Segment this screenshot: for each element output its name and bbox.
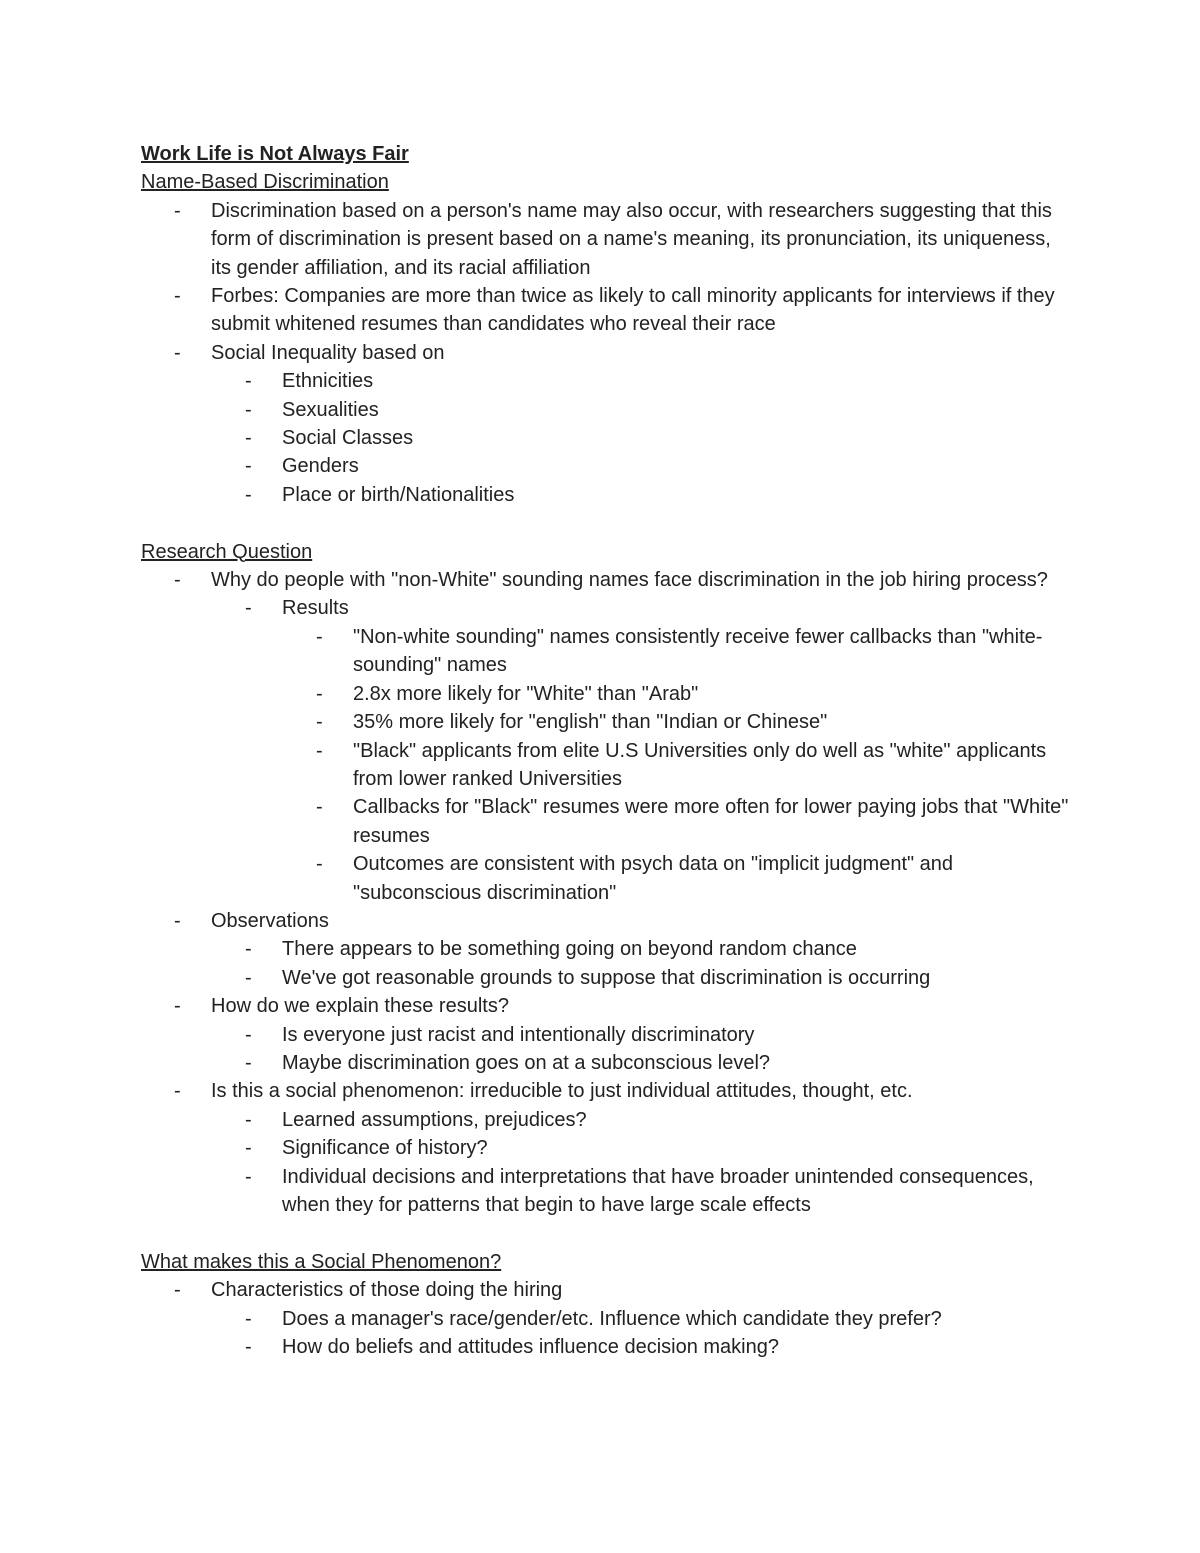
- list-item: [141, 850, 1071, 907]
- list-item-text: "Black" applicants from elite U.S Universities only do well as "white" applicants from lower ranked Universities: [353, 739, 1047, 790]
- list-item: [141, 907, 1071, 935]
- section-heading: What makes this a Social Phenomenon?: [141, 1250, 502, 1273]
- list-item: [141, 1049, 1071, 1077]
- list-item: [141, 339, 1071, 367]
- list-item: [141, 566, 1071, 594]
- list-item: [141, 1134, 1071, 1162]
- section-heading: Research Question: [141, 540, 313, 563]
- bullet-list: [141, 1276, 1071, 1304]
- document-body: [141, 168, 1071, 1361]
- list-item-text: Forbes: Companies are more than twice as likely to call minority applicants for interviews if they submit whitened resumes than candidates who reveal their race: [211, 285, 1055, 336]
- dash-bullet-marker: -: [316, 625, 323, 648]
- list-item: [141, 964, 1071, 992]
- dash-bullet-marker: -: [245, 1023, 252, 1046]
- bullet-list: [141, 1049, 1071, 1077]
- dash-bullet-marker: -: [174, 1279, 181, 1302]
- bullet-list: [141, 737, 1071, 794]
- list-item-text: Individual decisions and interpretations that have broader unintended consequences, when they for patterns that begin to have large scale effects: [282, 1165, 1034, 1217]
- bullet-list: [141, 680, 1071, 708]
- list-item-text: Maybe discrimination goes on at a subconscious level?: [282, 1051, 771, 1074]
- list-item-text: Social Inequality based on: [211, 341, 445, 364]
- section-spacer: [141, 509, 1071, 537]
- section-spacer: [141, 1219, 1071, 1247]
- bullet-list: [141, 1333, 1071, 1361]
- list-item: [141, 992, 1071, 1020]
- bullet-list: [141, 1021, 1071, 1049]
- list-item-text: We've got reasonable grounds to suppose that discrimination is occurring: [282, 966, 931, 989]
- list-item: [141, 396, 1071, 424]
- dash-bullet-marker: -: [174, 199, 181, 222]
- dash-bullet-marker: -: [245, 427, 252, 450]
- dash-bullet-marker: -: [316, 853, 323, 876]
- bullet-list: [141, 1077, 1071, 1105]
- dash-bullet-marker: -: [316, 739, 323, 762]
- document-title: Work Life is Not Always Fair: [141, 143, 409, 165]
- dash-bullet-marker: -: [245, 597, 252, 620]
- list-item: [141, 1333, 1071, 1361]
- list-item-text: Callbacks for "Black" resumes were more often for lower paying jobs that "White" resumes: [353, 796, 1069, 847]
- dash-bullet-marker: -: [245, 1051, 252, 1074]
- list-item-text: How do we explain these results?: [211, 995, 509, 1018]
- list-item-text: Place or birth/Nationalities: [282, 483, 515, 506]
- list-item-text: 35% more likely for "english" than "Indian or Chinese": [353, 711, 828, 734]
- list-item-text: Significance of history?: [282, 1137, 488, 1160]
- list-item-text: Learned assumptions, prejudices?: [282, 1108, 587, 1131]
- dash-bullet-marker: -: [245, 1307, 252, 1330]
- bullet-list: [141, 708, 1071, 736]
- list-item-text: Observations: [211, 909, 329, 932]
- dash-bullet-marker: -: [316, 682, 323, 705]
- dash-bullet-marker: -: [174, 569, 181, 592]
- dash-bullet-marker: -: [174, 341, 181, 364]
- bullet-list: [141, 1163, 1071, 1220]
- bullet-list: [141, 992, 1071, 1020]
- list-item: [141, 1276, 1071, 1304]
- list-item-text: Ethnicities: [282, 370, 374, 393]
- dash-bullet-marker: -: [245, 483, 252, 506]
- bullet-list: [141, 594, 1071, 622]
- dash-bullet-marker: -: [245, 1165, 252, 1188]
- bullet-list: [141, 623, 1071, 680]
- dash-bullet-marker: -: [245, 370, 252, 393]
- bullet-list: [141, 367, 1071, 395]
- list-item: [141, 367, 1071, 395]
- bullet-list: [141, 1106, 1071, 1134]
- dash-bullet-marker: -: [174, 285, 181, 308]
- list-item-text: "Non-white sounding" names consistently receive fewer callbacks than "white-sounding" names: [353, 625, 1043, 677]
- dash-bullet-marker: -: [245, 938, 252, 961]
- list-item: [141, 1021, 1071, 1049]
- dash-bullet-marker: -: [245, 455, 252, 478]
- dash-bullet-marker: -: [245, 966, 252, 989]
- section-heading: Name-Based Discrimination: [141, 171, 389, 194]
- list-item-text: How do beliefs and attitudes influence decision making?: [282, 1336, 779, 1359]
- list-item-text: 2.8x more likely for "White" than "Arab": [353, 682, 699, 705]
- bullet-list: [141, 481, 1071, 509]
- list-item: [141, 680, 1071, 708]
- list-item: [141, 1305, 1071, 1333]
- bullet-list: [141, 850, 1071, 907]
- list-item-text: Why do people with "non-White" sounding names face discrimination in the job hiring process?: [211, 569, 1048, 592]
- list-item: [141, 1163, 1071, 1220]
- list-item-text: Social Classes: [282, 427, 414, 450]
- bullet-list: [141, 935, 1071, 963]
- list-item-text: Is everyone just racist and intentionally discriminatory: [282, 1023, 755, 1046]
- list-item: [141, 481, 1071, 509]
- dash-bullet-marker: -: [245, 398, 252, 421]
- bullet-list: [141, 1134, 1071, 1162]
- dash-bullet-marker: -: [245, 1137, 252, 1160]
- dash-bullet-marker: -: [245, 1336, 252, 1359]
- bullet-list: [141, 566, 1071, 594]
- list-item: [141, 793, 1071, 850]
- dash-bullet-marker: -: [174, 995, 181, 1018]
- dash-bullet-marker: -: [245, 1108, 252, 1131]
- bullet-list: [141, 396, 1071, 424]
- bullet-list: [141, 424, 1071, 452]
- list-item: [141, 708, 1071, 736]
- list-item: [141, 623, 1071, 680]
- list-item: [141, 424, 1071, 452]
- list-item-text: Genders: [282, 455, 359, 478]
- list-item-text: Outcomes are consistent with psych data on "implicit judgment" and "subconscious discrimination": [353, 853, 954, 904]
- list-item: [141, 1077, 1071, 1105]
- dash-bullet-marker: -: [316, 796, 323, 819]
- dash-bullet-marker: -: [316, 711, 323, 734]
- bullet-list: [141, 793, 1071, 850]
- bullet-list: [141, 197, 1071, 282]
- list-item-text: Does a manager's race/gender/etc. Influence which candidate they prefer?: [282, 1307, 942, 1330]
- dash-bullet-marker: -: [174, 1080, 181, 1103]
- list-item: [141, 1106, 1071, 1134]
- bullet-list: [141, 282, 1071, 339]
- bullet-list: [141, 1305, 1071, 1333]
- list-item: [141, 935, 1071, 963]
- list-item-text: Is this a social phenomenon: irreducible to just individual attitudes, thought, etc.: [211, 1080, 913, 1103]
- list-item-text: Results: [282, 597, 349, 620]
- document-page: [141, 140, 1071, 1361]
- bullet-list: [141, 964, 1071, 992]
- list-item-text: Characteristics of those doing the hiring: [211, 1279, 563, 1302]
- bullet-list: [141, 907, 1071, 935]
- list-item-text: Sexualities: [282, 398, 379, 421]
- list-item-text: Discrimination based on a person's name may also occur, with researchers suggesting that this form of discrimination is present based on a name's meaning, its pronunciation, its uniqueness, its gender affiliation, and its racial affiliation: [211, 199, 1052, 279]
- list-item: [141, 737, 1071, 794]
- bullet-list: [141, 452, 1071, 480]
- dash-bullet-marker: -: [174, 909, 181, 932]
- list-item: [141, 197, 1071, 282]
- bullet-list: [141, 339, 1071, 367]
- list-item: [141, 452, 1071, 480]
- list-item-text: There appears to be something going on beyond random chance: [282, 938, 857, 961]
- list-item: [141, 282, 1071, 339]
- list-item: [141, 594, 1071, 622]
